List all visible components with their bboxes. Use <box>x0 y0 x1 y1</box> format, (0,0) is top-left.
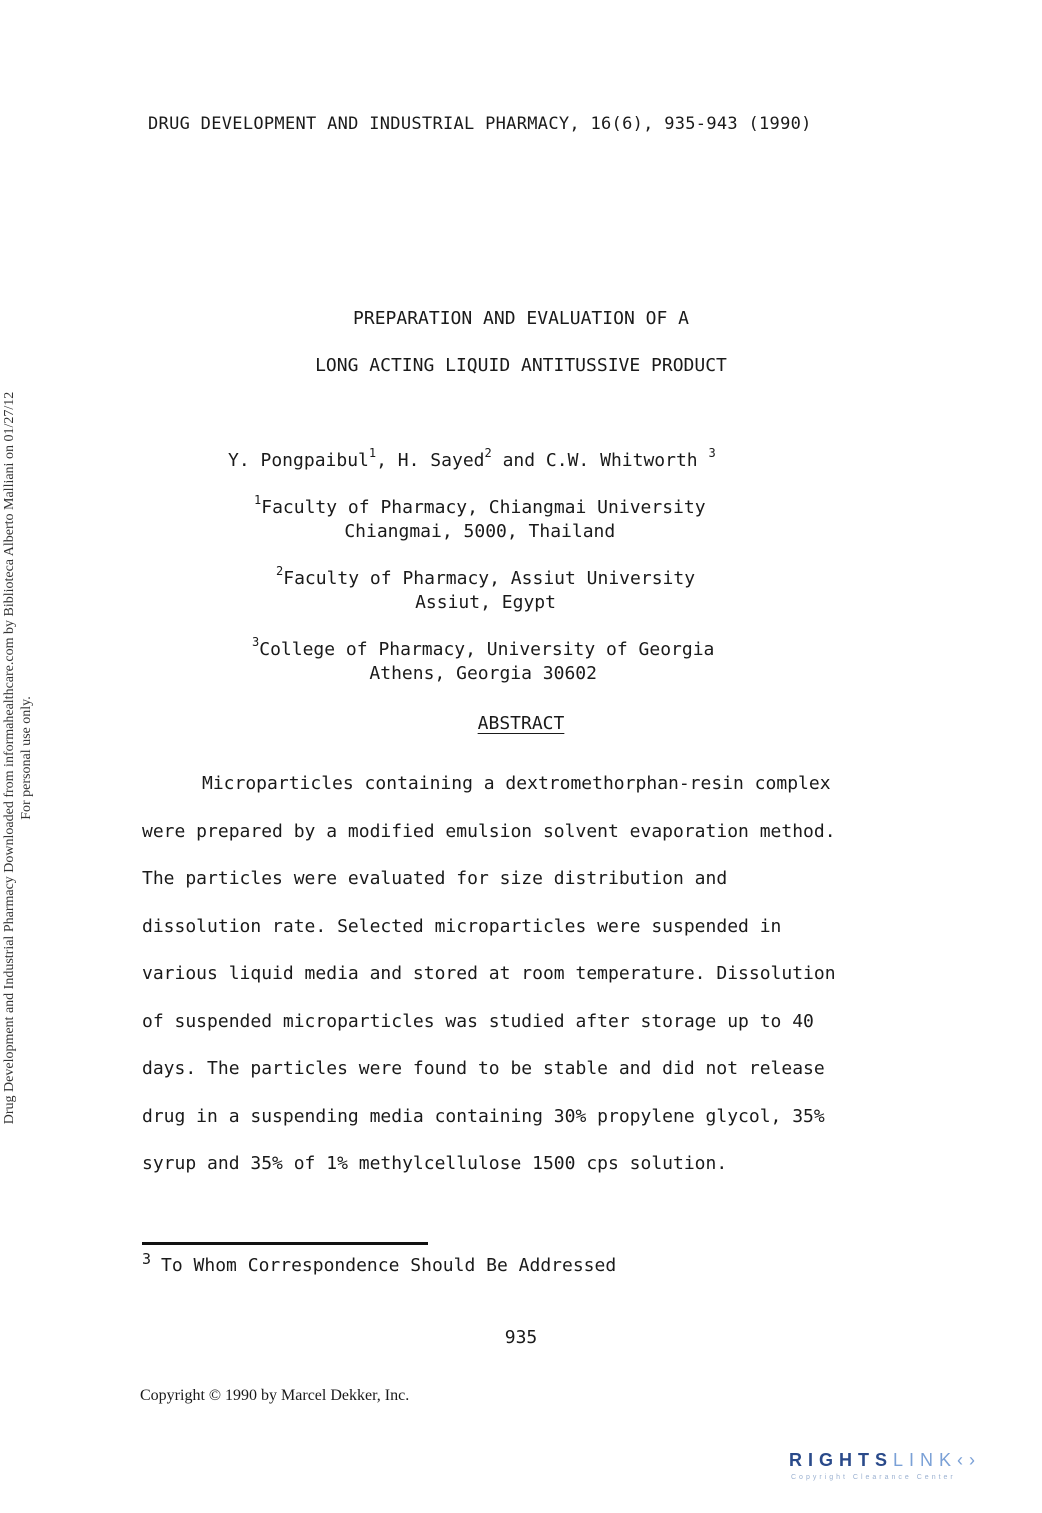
affiliation-location: Assiut, Egypt <box>415 592 556 613</box>
paper-title-line-1: PREPARATION AND EVALUATION OF A <box>353 308 689 329</box>
affiliation-location: Chiangmai, 5000, Thailand <box>344 521 616 542</box>
abstract-body <box>142 760 932 1188</box>
page-number: 935 <box>504 1327 538 1348</box>
author-1-name: Y. Pongpaibul <box>228 450 369 471</box>
author-list <box>228 446 716 471</box>
affiliation-1 <box>254 493 706 544</box>
author-3-affil-mark: 3 <box>708 446 716 460</box>
journal-citation-header: DRUG DEVELOPMENT AND INDUSTRIAL PHARMACY, 16(6), 935-943 (1990) <box>148 114 812 134</box>
abstract-line: were prepared by a modified emulsion solvent evaporation method. <box>142 820 836 842</box>
abstract-line: days. The particles were found to be stable and did not release <box>142 1058 825 1079</box>
abstract-line: Microparticles containing a dextromethorphan-resin complex <box>202 773 831 794</box>
download-notice-sidebar <box>0 318 36 1198</box>
rightslink-wordmark <box>789 1450 981 1471</box>
footnote-divider <box>142 1242 428 1245</box>
footnote-mark: 3 <box>142 1250 152 1268</box>
rightslink-rights-text: RIGHTS <box>789 1450 894 1470</box>
rightslink-logo[interactable] <box>789 1450 1029 1490</box>
download-notice-line: Drug Development and Industrial Pharmacy Downloaded from informahealthcare.com by Biblioteca Alberto Malliani on 01/27/12 <box>2 391 17 1125</box>
affiliation-institution: Faculty of Pharmacy, Chiangmai University <box>261 497 706 518</box>
personal-use-notice: For personal use only. <box>19 696 34 820</box>
author-1-affil-mark: 1 <box>368 446 377 460</box>
abstract-line: various liquid media and stored at room temperature. Dissolution <box>142 963 836 984</box>
copyright-notice: Copyright © 1990 by Marcel Dekker, Inc. <box>140 1387 410 1404</box>
affiliation-mark: 2 <box>276 564 284 578</box>
rightslink-tagline: Copyright Clearance Center <box>791 1474 956 1481</box>
footnote-text: To Whom Correspondence Should Be Addressed <box>161 1255 617 1276</box>
affiliation-3 <box>252 635 715 686</box>
abstract-heading-text: ABSTRACT <box>477 713 565 734</box>
abstract-heading <box>0 713 1042 734</box>
abstract-line: of suspended microparticles was studied after storage up to 40 <box>142 1010 814 1032</box>
rightslink-link-text: LINK <box>893 1450 958 1470</box>
author-2-name: , H. Sayed <box>376 450 485 471</box>
author-3-name: and C.W. Whitworth <box>491 450 709 471</box>
author-2-affil-mark: 2 <box>484 446 492 460</box>
affiliation-mark: 3 <box>252 635 260 649</box>
abstract-line: dissolution rate. Selected microparticles were suspended in <box>142 915 782 937</box>
affiliation-location: Athens, Georgia 30602 <box>369 663 597 684</box>
rightslink-arrows-icon: ‹› <box>957 1450 982 1470</box>
abstract-line: The particles were evaluated for size distribution and <box>142 868 728 889</box>
affiliation-institution: College of Pharmacy, University of Georgia <box>259 639 715 660</box>
abstract-line: drug in a suspending media containing 30% propylene glycol, 35% <box>142 1105 825 1127</box>
affiliation-mark: 1 <box>254 493 262 507</box>
abstract-line: syrup and 35% of 1% methylcellulose 1500 cps solution. <box>142 1153 728 1174</box>
paper-title-line-2: LONG ACTING LIQUID ANTITUSSIVE PRODUCT <box>315 355 727 376</box>
affiliation-2 <box>276 564 696 615</box>
correspondence-footnote <box>142 1250 617 1276</box>
affiliation-institution: Faculty of Pharmacy, Assiut University <box>283 568 696 589</box>
